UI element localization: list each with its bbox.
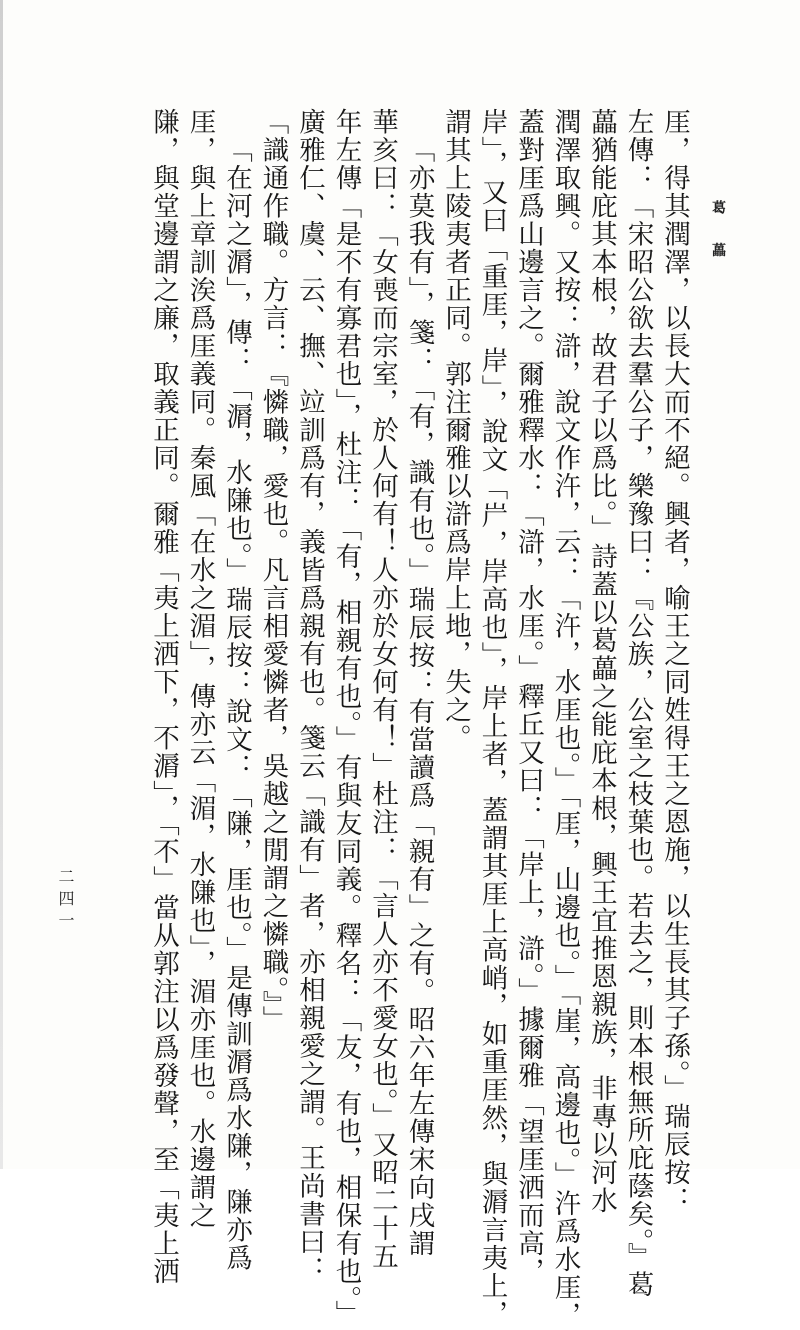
text-column: 「亦莫我有」，箋：「有，識有也。」瑞辰按：有當讀爲「親有」之有。昭六年左傳宋向戌謂 (403, 136, 435, 1258)
running-header: 葛 藟 (710, 200, 726, 269)
body-text (107, 108, 692, 1330)
text-column: 廣雅仁、虞、云、撫、竝訓爲有，義皆爲親有也。箋云「識有」者，亦相親愛之謂。王尚書曰： (294, 108, 325, 1284)
binding-shadow (0, 0, 3, 1169)
text-column: 年左傳「是不有寡君也」，杜注：「有，相親有也。」有與友同義。釋名：「友，有也，相保有也。」 (330, 108, 362, 1329)
text-column: 華亥曰：「女喪而宗室，於人何有！人亦於女何有！」杜注：「言人亦不愛女也。」又昭二十五 (367, 108, 398, 1271)
text-column: 厓，與上章訓涘爲厓義同。秦風「在水之湄」，傳亦云「湄，水隒也」，湄亦厓也。水邊謂之 (184, 108, 216, 1230)
text-column: 岸」，又曰「重厓，岸」，說文「屵，岸高也」，岸上者，蓋謂其厓上高峭，如重厓然，與漘言夷上， (476, 108, 508, 1329)
text-column: 蓋對厓爲山邊言之。爾雅釋水：「滸，水厓。」釋丘又曰：「岸上，滸。」據爾雅「望厓洒而高， (513, 108, 544, 1286)
text-column: 左傳：「宋昭公欲去羣公子，樂豫曰：『公族，公室之枝葉也。若去之，則本根無所庇蔭矣。』葛 (622, 108, 654, 1299)
text-column: 隒，與堂邊謂之廉，取義正同。爾雅「夷上洒下，不漘」，「不」當从郭注以爲發聲，至「夷上洒 (148, 108, 179, 1286)
text-column: 潤澤取興。又按：滸，說文作汻，云：「汻，水厓也。」「厓，山邊也。」「崖，高邊也。」汻爲水厓， (549, 108, 581, 1330)
text-column: 藟猶能庇其本根，故君子以爲比。」詩蓋以葛藟之能庇本根，興王宜推恩親族，非專以河水 (586, 108, 617, 1215)
text-column: 厓，得其潤澤，以長大而不絕。興者，喻王之同姓得王之恩施，以生長其子孫。」瑞辰按： (659, 108, 690, 1215)
page-number: 二四一 (56, 868, 75, 934)
text-column: 謂其上陵夷者正同。郭注爾雅以滸爲岸上地，失之。 (440, 108, 471, 752)
text-column: 「在河之漘」，傳：「漘，水隒也。」瑞辰按：說文：「隒，厓也。」是傳訓漘爲水隒，隒亦爲 (221, 136, 252, 1273)
text-column: 「識通作職。方言：『憐職，愛也。凡言相愛憐者，吳越之閒謂之憐職。』」 (257, 108, 289, 1034)
